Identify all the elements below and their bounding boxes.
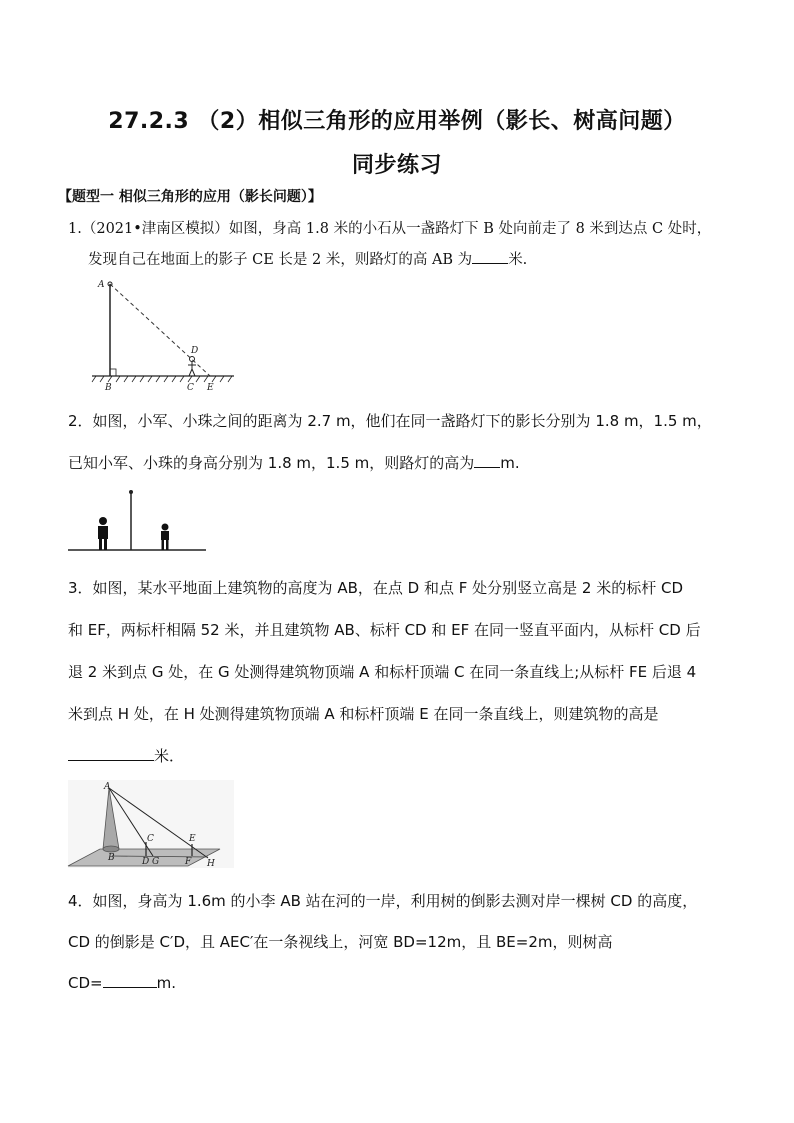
q1-light-ray bbox=[110, 284, 210, 376]
q2-text-2: 已知小军、小珠的身高分别为 1.8 m，1.5 m，则路灯的高为 bbox=[68, 454, 475, 472]
q3-label-a: A bbox=[104, 782, 111, 792]
q2-line1 bbox=[68, 410, 712, 431]
q2-person-xiaozhu bbox=[161, 524, 169, 551]
q2-lamp bbox=[129, 490, 133, 494]
q1-figure bbox=[88, 276, 238, 394]
q1-person bbox=[188, 357, 196, 377]
q2-figure bbox=[68, 488, 208, 554]
q3-text-5: 米． bbox=[154, 747, 185, 765]
q3-line3: 退 2 米到点 G 处，在 G 处测得建筑物顶端 A 和标杆顶端 C 在同一条直线上;从标杆 FE 后退 4 bbox=[68, 663, 697, 681]
q1-ground-hatch bbox=[92, 376, 232, 382]
q2-text-3: m. bbox=[500, 454, 520, 472]
q3-label-b: B bbox=[108, 853, 115, 863]
q4-answer-blank[interactable] bbox=[103, 972, 157, 988]
q4-text-1: ．如图，身高为 1.6m 的小李 AB 站在河的一岸，利用树的倒影去测对岸一棵树 CD 的高度， bbox=[77, 892, 698, 910]
q3-label-e: E bbox=[189, 834, 196, 844]
q3-line1 bbox=[68, 577, 683, 598]
q1-text-2: 发现自己在地面上的影子 CE 长是 2 米，则路灯的高 AB 为 bbox=[88, 252, 473, 268]
page-subtitle: 同步练习 bbox=[351, 153, 442, 178]
q3-figure bbox=[68, 780, 238, 870]
q1-line2 bbox=[88, 248, 527, 269]
q1-label-e: E bbox=[207, 383, 214, 393]
q4-number: 4 bbox=[68, 892, 78, 910]
q1-number: 1. bbox=[68, 221, 82, 237]
page-title: 27.2.3 （2）相似三角形的应用举例（影长、树高问题） bbox=[108, 109, 686, 134]
q4-line1 bbox=[68, 890, 697, 911]
q1-line1 bbox=[68, 217, 711, 238]
q3-answer-blank[interactable] bbox=[68, 745, 154, 761]
q3-label-f: F bbox=[185, 857, 192, 867]
q4-text-3: CD= bbox=[68, 974, 103, 992]
q3-text-1: ．如图，某水平地面上建筑物的高度为 AB，在点 D 和点 F 处分别竖立高是 2 米的标杆 CD bbox=[77, 579, 683, 597]
q1-label-c: C bbox=[187, 383, 194, 393]
q3-label-g: G bbox=[152, 857, 160, 867]
q2-text-1: ．如图，小军、小珠之间的距离为 2.7 m，他们在同一盏路灯下的影长分别为 1.8 m，1.5 m， bbox=[77, 412, 712, 430]
q1-label-d: D bbox=[191, 346, 199, 356]
q3-label-h: H bbox=[207, 859, 215, 869]
q1-label-a: A bbox=[98, 280, 105, 290]
q3-number: 3 bbox=[68, 579, 78, 597]
q3-label-d: D bbox=[142, 857, 150, 867]
q1-right-angle bbox=[110, 369, 116, 376]
q1-source: （2021•津南区模拟） bbox=[81, 221, 229, 237]
q1-label-b: B bbox=[105, 383, 112, 393]
q3-building-base bbox=[103, 846, 119, 852]
q2-person-xiaojun bbox=[98, 517, 108, 550]
q3-line5 bbox=[68, 745, 184, 766]
q4-text-4: m. bbox=[156, 974, 176, 992]
q2-answer-blank[interactable] bbox=[474, 452, 500, 468]
q4-line2: CD 的倒影是 C′D，且 AEC′在一条视线上，河宽 BD=12m，且 BE=2m，则树高 bbox=[68, 933, 613, 951]
q2-number: 2 bbox=[68, 412, 78, 430]
q3-line2: 和 EF，两标杆相隔 52 米，并且建筑物 AB、标杆 CD 和 EF 在同一竖直平面内，从标杆 CD 后 bbox=[68, 621, 701, 639]
q1-text-3: 米. bbox=[508, 252, 528, 268]
q1-answer-blank[interactable] bbox=[472, 248, 508, 264]
q3-line4: 米到点 H 处，在 H 处测得建筑物顶端 A 和标杆顶端 E 在同一条直线上，则建筑物的高是 bbox=[68, 705, 659, 723]
q3-label-c: C bbox=[147, 834, 154, 844]
section-header: 【题型一 相似三角形的应用（影长问题）】 bbox=[58, 189, 322, 205]
q4-line3 bbox=[68, 972, 176, 992]
q1-text-1: 如图，身高 1.8 米的小石从一盏路灯下 B 处向前走了 8 米到达点 C 处时， bbox=[228, 221, 712, 237]
q2-line2 bbox=[68, 452, 520, 473]
